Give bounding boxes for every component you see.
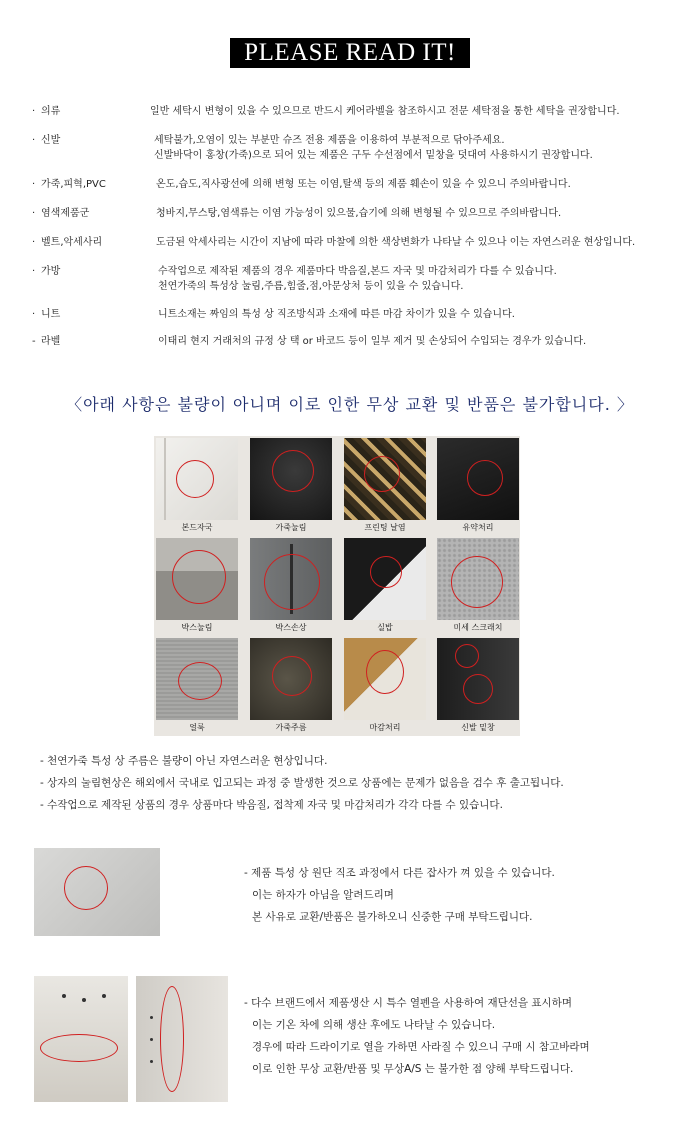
notice-line: 본 사유로 교환/반품은 불가하오니 신중한 구매 부탁드립니다. (252, 911, 533, 923)
defect-cell (156, 638, 238, 735)
notice-heading: 〈아래 사항은 불량이 아니며 이로 인한 무상 교환 및 반품은 불가합니다. 〉 (66, 395, 634, 414)
defect-caption: 유약처리 (462, 523, 494, 532)
fabric-sample-photo (34, 848, 160, 936)
care-desc: 니트소재는 짜임의 특성 상 직조방식과 소재에 따른 마감 차이가 있을 수 있습니다. (158, 309, 515, 320)
defect-cell (250, 538, 332, 635)
finishing-photo (344, 638, 426, 720)
notice-line: 이는 기온 차에 의해 생산 후에도 나타날 수 있습니다. (252, 1019, 496, 1031)
care-desc: 청바지,무스탕,염색류는 이염 가능성이 있으물,습기에 의해 변형될 수 있으므로 주의바랍니다. (156, 208, 562, 219)
defect-caption: 얼룩 (189, 723, 205, 732)
sub-note: - 천연가죽 특성 상 주름은 불량이 아닌 자연스러운 현상입니다. (40, 755, 328, 767)
defect-cell (156, 538, 238, 635)
defect-cell (344, 538, 426, 635)
defect-caption: 가죽눌림 (275, 523, 307, 532)
leather-press-photo (250, 438, 332, 520)
care-category: 벨트,악세사리 (41, 237, 103, 248)
defect-cell (344, 638, 426, 735)
box-press-photo (156, 538, 238, 620)
defect-cell (156, 438, 238, 535)
care-desc: 이태리 현지 거래처의 규정 상 택 or 바코드 등이 일부 제거 및 손상되어 수입되는 경우가 있습니다. (158, 336, 587, 347)
defect-caption: 박스눌림 (181, 623, 213, 632)
sub-notes (40, 750, 564, 816)
defect-caption: 박스손상 (275, 623, 307, 632)
thread-photo (344, 538, 426, 620)
care-desc: 도금된 악세사리는 시간이 지남에 따라 마찰에 의한 색상변화가 나타날 수 있으나 이는 자연스러운 현상입니다. (156, 237, 636, 248)
box-damage-photo (250, 538, 332, 620)
defect-cell (437, 638, 519, 735)
care-category: 염색제품군 (41, 208, 90, 219)
leather-wrinkle-photo (250, 638, 332, 720)
defect-caption: 실밥 (377, 623, 393, 632)
defect-caption: 미세 스크래치 (453, 623, 503, 632)
page-title: PLEASE READ IT! (230, 38, 470, 68)
defect-caption: 마감처리 (369, 723, 401, 732)
defect-cell (250, 638, 332, 735)
defect-caption: 본드자국 (181, 523, 213, 532)
care-category: 의류 (41, 106, 61, 117)
bullet: · (32, 266, 36, 277)
defect-caption: 프린팅 날염 (364, 523, 406, 532)
care-desc: 온도,습도,직사광선에 의해 변형 또는 이염,탈색 등의 제품 훼손이 있을 수 있으니 주의바랍니다. (156, 179, 571, 190)
bullet: · (32, 135, 36, 146)
notice-line: 이는 하자가 아님을 알려드리며 (252, 889, 394, 901)
shoe-pen-mark-photo-2 (136, 976, 228, 1102)
notice-line: - 제품 특성 상 원단 직조 과정에서 다른 잡사가 껴 있을 수 있습니다. (244, 867, 555, 879)
defect-cell (437, 438, 519, 535)
notice-line: 경우에 따라 드라이기로 열을 가하면 사라질 수 있으니 구매 시 참고바라며 (252, 1041, 590, 1053)
care-category: 가방 (41, 266, 61, 277)
printing-photo (344, 438, 426, 520)
bullet: · (32, 237, 36, 248)
defect-caption: 가죽주름 (275, 723, 307, 732)
care-desc: 일반 세탁시 변형이 있을 수 있으므로 반드시 케어라벨을 참조하시고 전문 세탁점을 통한 세탁을 권장합니다. (150, 106, 620, 117)
pen-mark-notice (244, 992, 590, 1080)
shoe-sole-photo (437, 638, 519, 720)
defect-caption: 신발 밑창 (461, 723, 495, 732)
sub-note: - 상자의 눌림현상은 해외에서 국내로 입고되는 과정 중 발생한 것으로 상품에는 문제가 없음을 검수 후 출고됩니다. (40, 777, 564, 789)
bullet: · (32, 309, 36, 320)
defect-cell (437, 538, 519, 635)
care-category: 라벨 (41, 336, 61, 347)
care-desc: 수작업으로 제작된 제품의 경우 제품마다 박음질,본드 자국 및 마감처리가 다를 수 있습니다. (158, 266, 557, 277)
bullet: · (32, 208, 36, 219)
bullet: · (32, 179, 36, 190)
glaze-photo (437, 438, 519, 520)
stain-photo (156, 638, 238, 720)
care-desc: 천연가죽의 특성상 눌림,주름,힘줄,점,아문상처 등이 있을 수 있습니다. (158, 281, 464, 292)
care-desc: 세탁불가,오염이 있는 부분만 슈즈 전용 제품을 이용하여 부분적으로 닦아주세요. (154, 135, 505, 146)
care-desc: 신발바닥이 홍창(가죽)으로 되어 있는 제품은 구두 수선점에서 밑창을 덧대여 사용하시기 권장합니다. (154, 150, 593, 161)
fabric-notice (244, 862, 555, 928)
notice-line: - 다수 브랜드에서 제품생산 시 특수 열펜을 사용하여 재단선을 표시하며 (244, 997, 572, 1009)
fine-scratch-photo (437, 538, 519, 620)
notice-line: 이로 인한 무상 교환/반품 및 무상A/S 는 불가한 점 양해 부탁드립니다. (252, 1063, 574, 1075)
care-category: 니트 (41, 309, 61, 320)
bond-mark-photo (156, 438, 238, 520)
shoe-pen-mark-photo-1 (34, 976, 128, 1102)
defect-cell (344, 438, 426, 535)
care-category: 가죽,피혁,PVC (41, 179, 106, 190)
defect-photo-grid (154, 436, 520, 736)
defect-cell (250, 438, 332, 535)
care-category: 신발 (41, 135, 61, 146)
bullet: · (32, 106, 36, 117)
sub-note: - 수작업으로 제작된 상품의 경우 상품마다 박음질, 접착제 자국 및 마감처리가 각각 다를 수 있습니다. (40, 799, 503, 811)
bullet: - (32, 336, 36, 347)
